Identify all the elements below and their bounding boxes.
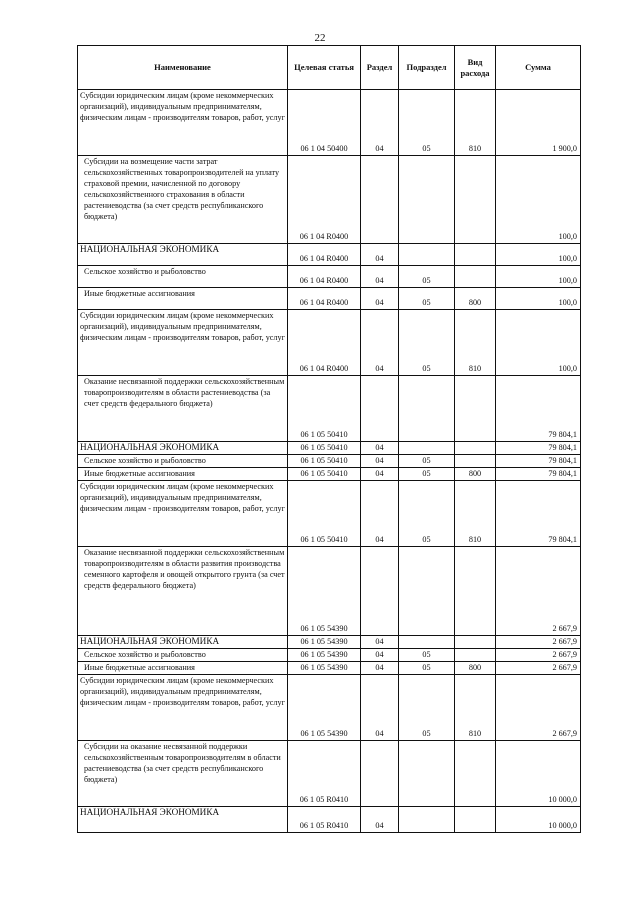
- row-name-text: НАЦИОНАЛЬНАЯ ЭКОНОМИКА: [80, 807, 220, 817]
- cell-expense-type: 810: [455, 675, 496, 741]
- header-row: [78, 46, 581, 90]
- cell-sum: 2 667,9: [496, 649, 581, 662]
- row-name-text: Сельское хозяйство и рыболовство: [84, 267, 206, 276]
- cell-sum: 2 667,9: [496, 675, 581, 741]
- row-name-text: Субсидии юридическим лицам (кроме некоммерческих организаций), индивидуальным предпринимателям, физическим лицам - производителям товаров, работ, услуг: [80, 91, 285, 122]
- cell-sum: 79 804,1: [496, 442, 581, 455]
- cell-name: [78, 636, 288, 649]
- row-name-text: Субсидии юридическим лицам (кроме некоммерческих организаций), индивидуальным предпринимателям, физическим лицам - производителям товаров, работ, услуг: [80, 482, 285, 513]
- row-name-text: Иные бюджетные ассигнования: [84, 289, 195, 298]
- cell-name: [78, 442, 288, 455]
- table-row: [78, 266, 581, 288]
- cell-name: [78, 90, 288, 156]
- cell-subsection: 05: [399, 662, 455, 675]
- table-row: [78, 310, 581, 376]
- cell-article: 06 1 05 54390: [288, 636, 361, 649]
- cell-expense-type: [455, 547, 496, 636]
- cell-expense-type: [455, 156, 496, 244]
- cell-article: 06 1 05 54390: [288, 547, 361, 636]
- cell-article: 06 1 04 R0400: [288, 244, 361, 266]
- cell-subsection: 05: [399, 649, 455, 662]
- row-name-text: Иные бюджетные ассигнования: [84, 663, 195, 672]
- cell-expense-type: [455, 455, 496, 468]
- cell-sum: 1 900,0: [496, 90, 581, 156]
- cell-name: [78, 288, 288, 310]
- row-name-text: Сельское хозяйство и рыболовство: [84, 456, 206, 465]
- table-row: [78, 468, 581, 481]
- cell-subsection: [399, 376, 455, 442]
- cell-name: [78, 662, 288, 675]
- row-name-text: Оказание несвязанной поддержки сельскохозяйственным товаропроизводителям в области растениеводства (за счет средств федерального бюджета): [84, 377, 285, 408]
- cell-expense-type: 810: [455, 481, 496, 547]
- cell-sum: 10 000,0: [496, 741, 581, 807]
- table-row: [78, 376, 581, 442]
- budget-table: [77, 45, 581, 833]
- cell-section: 04: [361, 468, 399, 481]
- cell-name: [78, 376, 288, 442]
- row-name-text: НАЦИОНАЛЬНАЯ ЭКОНОМИКА: [80, 244, 220, 254]
- cell-article: 06 1 05 50410: [288, 376, 361, 442]
- cell-article: 06 1 04 50400: [288, 90, 361, 156]
- cell-expense-type: [455, 442, 496, 455]
- cell-expense-type: [455, 636, 496, 649]
- cell-section: [361, 547, 399, 636]
- table-row: [78, 90, 581, 156]
- row-name-text: Субсидии юридическим лицам (кроме некоммерческих организаций), индивидуальным предпринимателям, физическим лицам - производителям товаров, работ, услуг: [80, 676, 285, 707]
- cell-sum: 79 804,1: [496, 455, 581, 468]
- cell-expense-type: [455, 649, 496, 662]
- header-subsection: Подраздел: [399, 46, 455, 90]
- cell-article: 06 1 05 50410: [288, 455, 361, 468]
- cell-subsection: [399, 156, 455, 244]
- cell-subsection: 05: [399, 455, 455, 468]
- cell-article: 06 1 05 54390: [288, 675, 361, 741]
- cell-sum: 79 804,1: [496, 481, 581, 547]
- cell-article: 06 1 05 50410: [288, 481, 361, 547]
- table-row: [78, 662, 581, 675]
- cell-article: 06 1 05 54390: [288, 662, 361, 675]
- cell-name: [78, 468, 288, 481]
- table-row: [78, 288, 581, 310]
- row-name-text: Иные бюджетные ассигнования: [84, 469, 195, 478]
- cell-expense-type: [455, 244, 496, 266]
- table-row: [78, 442, 581, 455]
- cell-section: 04: [361, 455, 399, 468]
- cell-article: 06 1 04 R0400: [288, 288, 361, 310]
- cell-sum: 100,0: [496, 266, 581, 288]
- cell-name: [78, 266, 288, 288]
- cell-expense-type: 810: [455, 310, 496, 376]
- cell-section: [361, 376, 399, 442]
- cell-section: 04: [361, 807, 399, 833]
- cell-subsection: 05: [399, 266, 455, 288]
- cell-expense-type: 810: [455, 90, 496, 156]
- cell-expense-type: [455, 807, 496, 833]
- table-row: [78, 547, 581, 636]
- row-name-text: Сельское хозяйство и рыболовство: [84, 650, 206, 659]
- cell-name: [78, 807, 288, 833]
- cell-section: [361, 156, 399, 244]
- cell-sum: 100,0: [496, 288, 581, 310]
- cell-expense-type: 800: [455, 288, 496, 310]
- cell-section: 04: [361, 90, 399, 156]
- table-row: [78, 675, 581, 741]
- cell-name: [78, 547, 288, 636]
- table-row: [78, 481, 581, 547]
- table-row: [78, 156, 581, 244]
- row-name-text: НАЦИОНАЛЬНАЯ ЭКОНОМИКА: [80, 636, 220, 646]
- cell-expense-type: [455, 376, 496, 442]
- cell-article: 06 1 04 R0400: [288, 310, 361, 376]
- cell-sum: 79 804,1: [496, 468, 581, 481]
- cell-subsection: 05: [399, 90, 455, 156]
- cell-article: 06 1 05 R0410: [288, 741, 361, 807]
- cell-article: 06 1 04 R0400: [288, 156, 361, 244]
- cell-name: [78, 156, 288, 244]
- cell-subsection: 05: [399, 675, 455, 741]
- header-section: Раздел: [361, 46, 399, 90]
- cell-section: 04: [361, 288, 399, 310]
- row-name-text: Оказание несвязанной поддержки сельскохозяйственным товаропроизводителям в области развития производства семенного картофеля и овощей открытого грунта (за счет средств федерального бюджета): [84, 548, 285, 590]
- page-number: 22: [314, 32, 326, 44]
- cell-section: 04: [361, 481, 399, 547]
- cell-subsection: [399, 547, 455, 636]
- cell-sum: 2 667,9: [496, 662, 581, 675]
- cell-expense-type: 800: [455, 662, 496, 675]
- header-name: Наименование: [78, 46, 288, 90]
- cell-subsection: 05: [399, 481, 455, 547]
- cell-subsection: [399, 636, 455, 649]
- cell-expense-type: 800: [455, 468, 496, 481]
- cell-sum: 2 667,9: [496, 547, 581, 636]
- cell-sum: 2 667,9: [496, 636, 581, 649]
- cell-sum: 79 804,1: [496, 376, 581, 442]
- cell-name: [78, 244, 288, 266]
- cell-section: 04: [361, 310, 399, 376]
- cell-sum: 100,0: [496, 310, 581, 376]
- cell-article: 06 1 04 R0400: [288, 266, 361, 288]
- table-row: [78, 807, 581, 833]
- cell-section: 04: [361, 675, 399, 741]
- cell-name: [78, 675, 288, 741]
- cell-article: 06 1 05 50410: [288, 442, 361, 455]
- header-article: Целевая статья: [288, 46, 361, 90]
- table-row: [78, 636, 581, 649]
- table-row: [78, 244, 581, 266]
- table-row: [78, 741, 581, 807]
- cell-expense-type: [455, 266, 496, 288]
- cell-section: [361, 741, 399, 807]
- cell-subsection: 05: [399, 310, 455, 376]
- cell-name: [78, 310, 288, 376]
- cell-section: 04: [361, 266, 399, 288]
- table-body: [78, 90, 581, 833]
- table-row: [78, 455, 581, 468]
- cell-sum: 100,0: [496, 244, 581, 266]
- cell-name: [78, 481, 288, 547]
- cell-subsection: 05: [399, 288, 455, 310]
- cell-section: 04: [361, 636, 399, 649]
- cell-article: 06 1 05 54390: [288, 649, 361, 662]
- cell-sum: 10 000,0: [496, 807, 581, 833]
- cell-article: 06 1 05 50410: [288, 468, 361, 481]
- header-expense-type: Вид расхода: [455, 46, 496, 90]
- row-name-text: Субсидии на возмещение части затрат сельскохозяйственных товаропроизводителей на уплату страховой премии, начисленной по договору сельскохозяйственного страхования в области растениеводства (за счет средств республиканского бюджета): [84, 157, 280, 221]
- table-row: [78, 649, 581, 662]
- cell-section: 04: [361, 649, 399, 662]
- cell-name: [78, 649, 288, 662]
- header-sum: Сумма: [496, 46, 581, 90]
- cell-subsection: [399, 442, 455, 455]
- cell-sum: 100,0: [496, 156, 581, 244]
- cell-subsection: [399, 807, 455, 833]
- cell-section: 04: [361, 662, 399, 675]
- cell-section: 04: [361, 244, 399, 266]
- cell-name: [78, 455, 288, 468]
- row-name-text: НАЦИОНАЛЬНАЯ ЭКОНОМИКА: [80, 442, 220, 452]
- cell-article: 06 1 05 R0410: [288, 807, 361, 833]
- cell-subsection: [399, 244, 455, 266]
- cell-section: 04: [361, 442, 399, 455]
- cell-expense-type: [455, 741, 496, 807]
- cell-subsection: [399, 741, 455, 807]
- row-name-text: Субсидии юридическим лицам (кроме некоммерческих организаций), индивидуальным предпринимателям, физическим лицам - производителям товаров, работ, услуг: [80, 311, 285, 342]
- row-name-text: Субсидии на оказание несвязанной поддержки сельскохозяйственным товаропроизводителям в области растениеводства (за счет средств республиканского бюджета): [84, 742, 281, 784]
- cell-name: [78, 741, 288, 807]
- cell-subsection: 05: [399, 468, 455, 481]
